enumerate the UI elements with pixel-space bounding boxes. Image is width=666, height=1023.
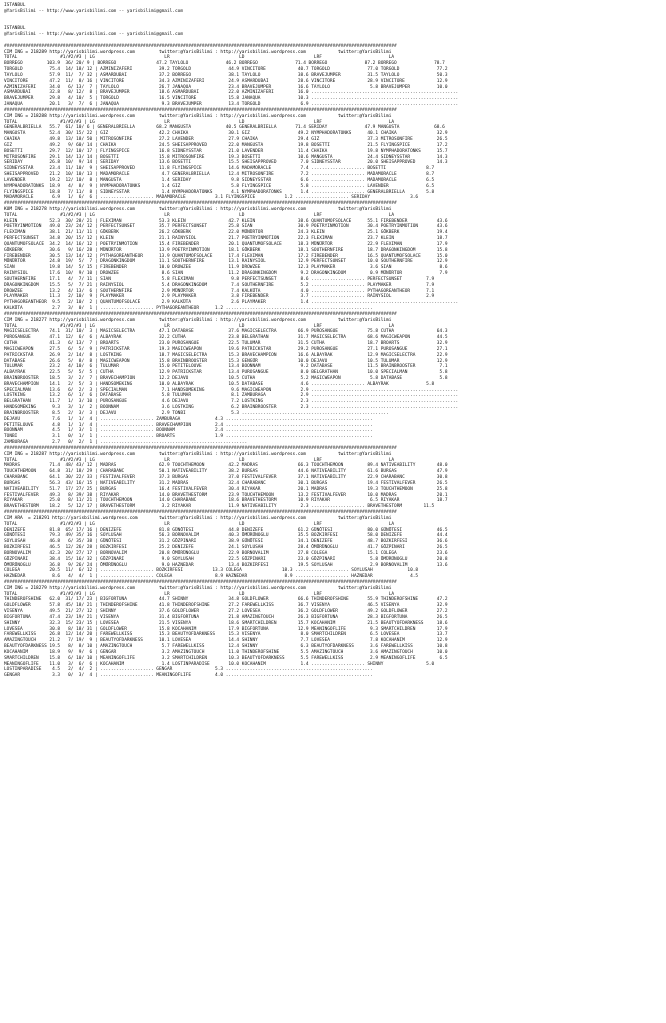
table-row: LOVESEA 30.8 8/ 18/ 31 | GOLDFLOWER 15.8 KOCAHANIM 17.9 BIGFORTUNA 12.9 MEANINGOFLIFE 9.3 SMARTCHILDREN 17.9 xyxy=(4,626,448,632)
table-row: PUROSANGUE 47.1 12/ 6/ 6 | ALBAYRAK 32.2 CUTHA 23.8 BELGRATHAN 31.7 MAGICSELECTRA 68.6 MAGICWEAPON 44.5 xyxy=(4,335,448,341)
table-row: CHAIKA 49.8 13/ 18/ 50 | MITROSONFIRE 27.2 LAVENDER 27.9 CHAIKA 29.4 GIZ 37.3 MITROSONFIRE 26.5 xyxy=(4,137,448,143)
table-row: VISENYA 49.5 21/ 27/ 12 | SHINNY 37.6 GOLDFLOWER 27.2 LOVESEA 36.2 GOLDFLOWER 49.2 GOLDFLOWER 27.2 xyxy=(4,609,448,615)
table-row: PATRICKSTAR 26.9 2/ 14/ 8 | LOSTKING 18.7 MAGICSELECTRA 15.3 BRAVECHAMPION 16.6 ALBAYRAK 12.9 MAGICSELECTRA 22.9 xyxy=(4,352,448,358)
table-row: SOYLUSAH 46.8 6/ 35/ 38 | GÜNÖTESI 31.2 GÖZPINARI 38.9 GÜNÖTESI 34.1 DENIZEFE 48.7 BOZKIRFESI 36.6 xyxy=(4,539,448,545)
table-row: KALKÜTA 2.7 3/ 0/ 1 | .................... PYTHAGOREANTHEOR 1.2 ....................................................... xyxy=(4,306,373,312)
table-row: BRAVEJUMPER 29.8 4/ 10/ 5 | TORGOLD 16.5 VINCITORE 15.8 JANAQUA 10.3 ....................................................... xyxy=(4,96,459,102)
table-row: MANGUSTA 52.4 30/ 15/ 22 | GIZ 42.2 CHAIKA 30.1 GIZ 49.2 NYMPHADORATONKS 40.1 CHAIKA 32.9 xyxy=(4,131,448,137)
table-row: PYTHAGOREANTHEOR 9.5 2/ 10/ 2 | QUANTUMOFSOLACE 2.9 KALKÜTA 2.6 PLAYMAKER 1.4 ....................................................... xyxy=(4,300,459,306)
table-row: KOCAHANIM 18.9 9/ 9/ 6 | GENGAR 3.2 AMAZINGTOUCH 11.0 THINDEROFSHINE 5.5 AMAZINGTOUCH 3.6 AMAZINGTOUCH 10.0 xyxy=(4,649,448,655)
table-row: MITROSONFIRE 29.1 14/ 13/ 14 | BOSETTI 15.8 MITROSONFIRE 19.3 BOSETTI 10.6 MANGUSTA 24.4 SIDNEYSSTAR 14.3 xyxy=(4,154,448,160)
table-row: MAGICSELECTRA 74.1 31/ 10/ 3 | MAGICSELECTRA 47.1 DATABASE 37.6 MAGICSELECTRA 66.9 PUROSANGUE 75.8 CUTHA 64.3 xyxy=(4,329,448,335)
table-row: FLYINGSPICE 18.8 7/ 11/ 8 | SIDNEYSSTAR 1.4 NYMPHADORATONKS 4.1 NYMPHADORATONKS 1.4 .................... GENERALBRIELLA 5.8 xyxy=(4,189,435,195)
table-row: BURGAS 56.3 43/ 16/ 15 | NATIVEABILITY 31.2 MADRAS 32.4 CHARABANC 30.1 BURGAS 19.4 FESTIVALFEVER 26.5 xyxy=(4,480,448,486)
section-separator: ################################################################################################################################################### xyxy=(4,107,397,113)
table-row: VINCITORE 47.2 11/ 8/ 16 | VINCITORE 34.3 AZMINIZAFERI 24.9 ASMARDUBAI 28.6 VINCITORE 28.9 VINCITORE 12.9 xyxy=(4,78,448,84)
column-headers: TOTAL #1/#2/#3 | LG LR LD LRF LA xyxy=(4,457,395,463)
table-row: BRAINBROOSTER 8.5 2/ 3/ 3 | DEJAVU 2.9 TONBI 5.3 ....................................................... xyxy=(4,410,389,416)
race-header: CIM ING = 218279 http://yarisbilimi.wordpress.com twitter:@YarisBilimi : http://yarisbilimi.wordpress.com twitter:@YarisBilimi xyxy=(4,585,392,591)
table-row: MAGICWEAPON 27.5 6/ 5/ 9 | PATRICKSTAR 19.3 MAGICWEAPON 19.6 PATRICKSTAR 29.2 PUROSANGUE 27.1 PUROSANGUE 27.1 xyxy=(4,346,448,352)
table-row: BOZKIRFESI 46.5 12/ 26/ 28 | BOZKIRFESI 25.2 DENIZEFE 24.1 SOYLUSAH 28.4 ÖMÜRÜNOGLU 41.7 GÖZPINARI 26.5 xyxy=(4,545,448,551)
table-row: MÜNÜRTOR 24.8 19/ 5/ 7 | DRAGONKINGDOM 11.1 SOUTHERNFIRE 13.1 RAINYSIOL 12.9 PERFECTSUNSET 10.0 SOUTHERNFIRE 12.9 xyxy=(4,259,448,265)
table-row: MEANINGOFLIFE 11.0 3/ 6/ 6 | KOCAHANIM 1.4 LOSTINPARADISE 10.0 KOCAHANIM 1.4 .................... SHINNY 5.0 xyxy=(4,661,435,667)
table-row: BORREGO 103.9 36/ 20/ 9 | BORREGO 47.2 TAYLOLO 46.2 BORREGO 71.4 BORREGO 87.2 BORREGO 78.7 xyxy=(4,61,445,67)
race-header: CIM ING = 218287 http://yarisbilimi.wordpress.com twitter:@YarisBilimi : http://yarisbilimi.wordpress.com twitter:@YarisBilimi xyxy=(4,451,392,457)
table-row: DENIZEFE 81.8 65/ 17/ 16 | DENIZEFE 81.8 GÜNÖTESI 44.8 DENIZEFE 61.2 GÜNÖTESI 80.0 GÜNÖTESI 46.5 xyxy=(4,527,448,533)
column-headers: TOTAL #1/#2/#3 | LG LR LD LRF LA xyxy=(4,119,395,125)
table-row: SHEISAPPROVED 21.2 10/ 10/ 13 | MADAMORACLE 4.7 GENERALBRIELLA 12.4 MITROSONFIRE 7.2 .................... MADAMORACLE 8.7 xyxy=(4,172,435,178)
table-row: LOSTKING 13.2 6/ 1/ 6 | DATABASE 5.8 TULUMAR 8.1 ZAMBURAGA 2.9 ....................................................... xyxy=(4,393,459,399)
document-city: ISTANBUL xyxy=(4,3,26,8)
table-row: AZMINIZAFERI 34.0 6/ 13/ 7 | TAYLOLO 26.7 JANAQUA 23.4 BRAVEJUMPER 16.6 TAYLOLO 5.8 BRAVEJUMPER 10.0 xyxy=(4,84,448,90)
table-row: DRAGONKINGDOM 15.5 5/ 7/ 21 | RAINYSIOL 5.4 DRAGONKINGDOM 7.4 SOUTHERNFIRE 5.2 .................... PLAYMAKER 7.9 xyxy=(4,282,435,288)
document-credit: @YarisBilimi -- http://www.yarisbilimi.com -- yarisbilimi@gmail.com xyxy=(4,8,183,14)
table-row: CHARABANC 64.1 30/ 22/ 33 | FESTIVALFEVER 37.3 BURGAS 37.0 FESTIVALFEVER 37.1 NATIVEABILITY 22.9 CHARABANC 30.8 xyxy=(4,475,448,481)
table-row: GIZ 49.2 9/ 60/ 14 | CHAIKA 24.5 SHEISAPPROVED 22.0 MANGUSTA 19.8 BOSETTI 21.5 FLYINGSPICE 17.2 xyxy=(4,142,448,148)
table-row: SERIDAY 26.8 10/ 9/ 14 | SERIDAY 13.6 BOSETTI 15.5 SHEISAPPROVED 7.0 SIDNEYSSTAR 20.0 SHEISAPPROVED 14.3 xyxy=(4,160,448,166)
table-row: BELGRATHAN 11.7 1/ 3/ 10 | PUROSANGUE 4.6 DEJAVU 7.2 LOSTKING 2.3 ....................................................... xyxy=(4,399,459,405)
column-headers: TOTAL #1/#2/#3 | LG LR LD LRF LA xyxy=(4,591,395,597)
table-row: QUANTUMOFSOLACE 34.2 14/ 16/ 12 | POETRYINMOTION 15.4 FIREBENDER 20.1 QUANTUMOFSOLACE 18.3 MÜNÜRTOR 22.9 FLEXIMAN 17.9 xyxy=(4,241,448,247)
table-row: BOONNAM 4.5 1/ 3/ 1 | .................... BOONNAM 2.4 ....................................................... xyxy=(4,428,373,434)
table-row: LOSTINPARADISE 4.5 2/ 4/ 2 | .................... GENGAR 5.3 ....................................................... xyxy=(4,667,373,673)
race-header: CIM ING = 218289 http://yarisbilimi.wordpress.com twitter:@YarisBilimi : http://yarisbilimi.wordpress.com twitter:@YarisBilimi xyxy=(4,49,392,55)
table-row: GOLDFLOWER 57.8 45/ 18/ 21 | THINDEROFSHINE 41.8 THINDEROFSHINE 27.2 FAREWELLKISS 36.7 VISENYA 46.5 VISENYA 32.9 xyxy=(4,603,448,609)
table-row: BORNOVALIM 42.3 20/ 27/ 17 | BORNOVALIM 20.8 ÖMÜRÜNOGLU 22.9 BORNOVALIM 27.8 COLEGA 15.1 COLEGA 23.6 xyxy=(4,550,448,556)
table-row: SMARTCHILDREN 15.8 6/ 10/ 10 | MEANINGOFLIFE 3.2 SMARTCHILDREN 10.3 BEAUTYOFDARKNESS 5.5 FAREWELLKISS 2.9 MEANINGOFLIFE 6.5 xyxy=(4,655,448,661)
column-headers: TOTAL #1/#2/#3 | LG LR LD LRF LA xyxy=(4,212,395,218)
table-row: POETRYINMOTION 49.0 23/ 24/ 12 | PERFECTSUNSET 35.7 PERFECTSUNSET 25.8 SIAN 30.9 POETRYINMOTION 30.4 POETRYINMOTION 43.6 xyxy=(4,224,448,230)
table-row: NATIVEABILITY 51.7 17/ 27/ 25 | BURGAS 16.4 FESTIVALFEVER 30.4 RIYAKAR 20.1 MADRAS 19.3 TOUCHTHEMOON 25.8 xyxy=(4,486,448,492)
table-row: PETITELOUVE 4.8 1/ 1/ 4 | .................... BRAVECHAMPION 2.4 ....................................................... xyxy=(4,422,373,428)
table-row: MADRAS 71.4 48/ 43/ 12 | MADRAS 62.9 TOUCHTHEMOON 42.2 MADRAS 66.3 TOUCHTHEMOON 89.4 NATIVEABILITY 48.0 xyxy=(4,463,448,469)
table-row: SOUTHERNFIRE 17.1 4/ 7/ 11 | SIAN 5.8 FLEXIMAN 9.8 PERFECTSUNSET 8.6 .................... PERFECTSUNSET 7.9 xyxy=(4,276,435,282)
table-row: HANDSOMEKING 9.3 3/ 1/ 2 | BOONNAM 3.6 LOSTKING 6.2 BRAINBROOSTER 2.3 ....................................................... xyxy=(4,405,459,411)
table-row: TONBI 3.1 0/ 1/ 1 | .................... BROARTS 1.9 ....................................................... xyxy=(4,434,373,440)
table-row: BRAVECHAMPION 14.1 2/ 5/ 3 | HANDSOMEKING 10.0 ALBAYRAK 10.5 DATABASE 4.6 .................... ALBAYRAK 5.8 xyxy=(4,381,435,387)
table-row: TAYLOLO 57.9 11/ 7/ 32 | ASMARDUBAI 37.2 BORREGO 38.1 TAYLOLO 38.6 BRAVEJUMPER 31.5 TAYLOLO 50.3 xyxy=(4,72,448,78)
race-header: KUM ING = 218278 http://yarisbilimi.wordpress.com twitter:@YarisBilimi : http://yarisbilimi.wordpress.com twitter:@YarisBilimi xyxy=(4,206,392,212)
table-row: SIAN 19.8 14/ 5/ 15 | FIREBENDER 10.0 DROWZEE 11.9 DROWZEE 12.3 PLAYMAKER 3.6 SIAN 8.6 xyxy=(4,265,448,271)
table-row: SIDNEYSSTAR 23.4 11/ 10/ 9 | SHEISAPPROVED 11.8 FLYINGSPICE 14.6 MADAMORACLE 7.4 .................... BOSETTI 8.7 xyxy=(4,166,435,172)
table-row: SHINNY 32.3 15/ 23/ 15 | LOVESEA 21.5 VISENYA 18.6 SMARTCHILDREN 15.7 KOCAHANIM 21.5 BEAUTYOFDARKNESS 18.6 xyxy=(4,620,448,626)
table-row: RAINYSIOL 17.6 10/ 9/ 10 | DROWZEE 8.6 SIAN 11.2 DRAGONKINGDOM 9.2 DRAGONKINGDOM 0.9 MÜNÜRTOR 7.9 xyxy=(4,271,448,277)
table-row: ALBAYRAK 22.5 5/ 5/ 5 | CUTHA 12.9 PATRICKSTAR 13.4 PUROSANGUE 8.0 BELGRATHAN 10.0 SPECIALMAN 5.8 xyxy=(4,370,448,376)
race-header: CIM ING = 218277 http://yarisbilimi.wordpress.com twitter:@YarisBilimi : http://yarisbilimi.wordpress.com twitter:@YarisBilimi xyxy=(4,317,392,323)
table-row: SPECIALMAN 13.6 6/ 2/ 3 | SPECIALMAN 7.1 HANDSOMEKING 9.6 MAGICWEAPON 2.9 ....................................................... xyxy=(4,387,459,393)
section-separator: ################################################################################################################################################### xyxy=(4,445,397,451)
column-headers: TOTAL #1/#2/#3 | LG LR LD LRF LA xyxy=(4,323,395,329)
table-row: GÜNÖTESI 79.3 49/ 35/ 16 | SOYLUSAH 56.3 BORNOVALIM 40.3 ÖMÜRÜNOGLU 35.5 BOZKIRFESI 58.0 DENIZEFE 44.4 xyxy=(4,533,448,539)
table-row: FAREWELLKISS 26.8 12/ 14/ 20 | FAREWELLKISS 15.3 BEAUTYOFDARKNESS 15.3 VISENYA 8.0 SMARTCHILDREN 6.5 LOVESEA 13.7 xyxy=(4,632,448,638)
race-header: CIM ING = 218288 http://yarisbilimi.wordpress.com twitter:@YarisBilimi : http://yarisbilimi.wordpress.com twitter:@YarisBilimi xyxy=(4,113,392,119)
table-row: PLAYMAKER 11.3 2/ 10/ 9 | PLAYMAKER 2.9 PLAYMAKER 3.8 FIREBENDER 3.7 .................... RAINYSIOL 2.9 xyxy=(4,294,435,300)
table-row: GÖZPINARI 38.4 15/ 16/ 32 | GÖZPINARI 9.0 SOYLUSAH 22.5 GÖZPINARI 23.0 GÖZPINARI 5.8 ÖMÜRÜNOGLU 20.8 xyxy=(4,556,448,562)
table-row: FIREBENDER 30.5 13/ 14/ 12 | PYTHAGOREANTHEOR 13.9 QUANTUMOFSOLACE 17.4 FLEXIMAN 17.2 FIREBENDER 16.5 QUANTUMOFSOLACE 15.0 xyxy=(4,253,448,259)
table-row: TOUCHTHEMOON 64.8 31/ 18/ 29 | CHARABANC 50.1 NATIVEABILITY 38.2 BURGAS 44.6 NATIVEABILITY 61.6 BURGAS 47.9 xyxy=(4,469,448,475)
table-row: DEJAVU 7.6 1/ 1/ 4 | .................... ZAMBURAGA 4.3 ....................................................... xyxy=(4,416,373,422)
table-row: NYMPHADORATONKS 18.9 4/ 8/ 9 | NYMPHADORATONKS 1.4 GIZ 5.8 FLYINGSPICE 5.8 .................... LAVENDER 6.5 xyxy=(4,183,435,189)
section-separator: ################################################################################################################################################### xyxy=(4,311,397,317)
race-header: CIM ARA = 218291 http://yarisbilimi.wordpress.com twitter:@YarisBilimi : http://yarisbilimi.wordpress.com twitter:@YarisBilimi xyxy=(4,515,392,521)
section-separator: ################################################################################################################################################### xyxy=(4,43,397,49)
table-row: GÖKBERK 30.6 9/ 16/ 28 | MÜNÜRTOR 13.9 POETRYINMOTION 18.1 GÖKBERK 18.1 SOUTHERNFIRE 18.7 DRAGONKINGDOM 15.8 xyxy=(4,247,448,253)
table-row: GENERALBRIELLA 55.7 61/ 10/ 6 | GENERALBRIELLA 68.2 MANGUSTA 40.5 GENERALBRIELLA 71.4 SERIDAY 47.9 MANGUSTA 68.6 xyxy=(4,125,445,131)
table-row: BIGFORTUNA 47.4 23/ 19/ 21 | VISENYA 31.4 BIGFORTUNA 21.8 AMAZINGTOUCH 26.3 BIGFORTUNA 28.3 BIGFORTUNA 26.5 xyxy=(4,614,448,620)
table-row: TULUMAR 23.2 4/ 10/ 6 | TULUMAR 15.0 PETITELOUVE 13.4 BOONNAM 9.2 DATABASE 11.5 BRAINBROOSTER 7.1 xyxy=(4,364,448,370)
section-separator: ################################################################################################################################################### xyxy=(4,510,397,516)
table-row: PERFECTSUNSET 34.8 20/ 15/ 12 | KLEIN 21.1 RAINYSIOL 21.7 POETRYINMOTION 22.3 FLEXIMAN 23.7 KLEIN 18.7 xyxy=(4,236,448,242)
column-headers: TOTAL #1/#2/#3 | LG LR LD LRF LA xyxy=(4,55,395,61)
table-row: GENGAR 3.3 0/ 3/ 4 | .................... MEANINGOFLIFE 4.0 ....................................................... xyxy=(4,673,373,679)
table-row: FESTIVALFEVER 49.3 8/ 39/ 38 | RIYAKAR 14.0 BRAVETHESTORM 23.9 TOUCHTHEMOON 13.2 FESTIVALFEVER 10.0 MADRAS 20.1 xyxy=(4,492,448,498)
table-row: BRAINBROOSTER 18.5 3/ 2/ 7 | BRAVECHAMPION 12.2 DEJAVU 10.5 CUTHA 5.2 MAGICWEAPON 5.8 DATABASE 5.8 xyxy=(4,376,448,381)
section-separator: ################################################################################################################################################### xyxy=(4,201,397,207)
table-row: JANAQUA 20.1 3/ 7/ 6 | JANAQUA 9.3 BRAVEJUMPER 13.4 TORGOLD 6.9 ....................................................... xyxy=(4,102,459,108)
table-row: DATABASE 26.6 5/ 8/ 8 | MAGICWEAPON 15.8 BRAINBROOSTER 15.3 GENGÜR 10.0 DEJAVU 10.5 TULUMAR 12.9 xyxy=(4,358,448,364)
table-row: RIYAKAR 25.0 8/ 11/ 21 | TOUCHTHEMOON 14.0 CHARABANC 18.6 BRAVETHESTORM 10.9 RIYAKAR 6.5 RIYAKAR 18.7 xyxy=(4,498,448,504)
table-row: BRAVETHESTORM 18.2 5/ 12/ 17 | BRAVETHESTORM 3.2 RIYAKAR 11.9 NATIVEABILITY 2.3 .................... BRAVETHESTORM 11.5 xyxy=(4,504,435,510)
column-headers: TOTAL #1/#2/#3 | LG LR LD LRF LA xyxy=(4,521,395,527)
table-row: MADAMORACLE 6.9 1/ 6/ 6 | .................... MADAMORACLE 3.1 FLYINGSPICE 1.2 .................... SERIDAY 3.6 xyxy=(4,195,419,201)
document-city-repeat: ISTANBUL xyxy=(4,26,26,32)
table-row: HAZNEDAR 8.6 4/ 4/ 1 | .................... COLEGA 8.9 HAZNEDAR 8.9 .................... HAZNEDAR 4.5 xyxy=(4,574,419,580)
table-row: LAVENDER 19.2 12/ 10/ 8 | MANGUSTA 1.4 SERIDAY 9.8 SIDNEYSSTAR 6.6 .................... MADAMORACLE 6.5 xyxy=(4,177,435,183)
table-row: CUTHA 41.3 6/ 13/ 7 | BROARTS 23.0 PUROSANGUE 22.5 TULUMAR 31.5 CUTHA 18.7 BROARTS 32.9 xyxy=(4,341,448,347)
table-row: KLEIN 52.3 30/ 28/ 21 | FLEXIMAN 53.3 KLEIN 42.7 KLEIN 38.6 QUANTUMOFSOLACE 55.1 FIREBENDER 43.6 xyxy=(4,218,448,224)
section-separator: ################################################################################################################################################### xyxy=(4,579,397,585)
table-row: THINDEROFSHINE 62.0 31/ 17/ 23 | BIGFORTUNA 44.7 SHINNY 34.8 GOLDFLOWER 66.6 THINDEROFSHINE 55.9 THINDEROFSHINE 47.2 xyxy=(4,597,448,603)
table-row: BEAUTYOFDARKNESS 19.5 8/ 8/ 10 | AMAZINGTOUCH 5.7 FAREWELLKISS 12.4 SHINNY 6.3 BEAUTYOFDARKNESS 3.6 FAREWELLKISS 10.8 xyxy=(4,644,448,650)
table-row: ASMARDUBAI 32.8 8/ 12/ 8 | BRAVEJUMPER 18.6 ASMARDUBAI 22.0 AZMINIZAFERI 16.0 ....................................................... xyxy=(4,90,459,96)
table-row: FLEXIMAN 38.1 21/ 11/ 11 | GÖKBERK 26.2 GÖKBERK 22.0 MÜNÜRTOR 24.3 KLEIN 25.1 GÖKBERK 19.4 xyxy=(4,230,448,236)
table-row: DROWZEE 13.2 4/ 13/ 6 | SOUTHERNFIRE 2.9 MÜNÜRTOR 7.4 KALKÜTA 4.0 .................... PYTHAGOREANTHEOR 7.1 xyxy=(4,288,435,294)
race-tables xyxy=(4,44,666,679)
table-row: ÖMÜRÜNOGLU 36.8 9/ 26/ 24 | ÖMÜRÜNOGLU 9.0 HAZNEDAR 13.4 BOZKIRFESI 19.5 SOYLUSAH 2.9 BORNOVALIM 13.6 xyxy=(4,562,448,568)
table-row: BOSETTI 29.7 12/ 10/ 17 | FLYINGSPICE 16.8 SIDNEYSSTAR 21.0 LAVENDER 11.4 CHAIKA 19.8 NYMPHADORATONKS 15.7 xyxy=(4,148,448,154)
table-row: TORGOLD 75.4 14/ 18/ 12 | AZMINIZAFERI 39.2 TORGOLD 44.9 VINCITORE 40.7 TORGOLD 77.0 TORGOLD 77.2 xyxy=(4,67,448,73)
document-credit-repeat: @YarisBilimi -- http://www.yarisbilimi.com -- yarisbilimi@gmail.com xyxy=(4,32,183,38)
table-row: COLEGA 20.5 11/ 6/ 12 | .................... BOZKIRFESI 13.3 COLEGA 18.3 .................... SOYLUSAH 10.8 xyxy=(4,568,419,574)
table-row: ZAMBURAGA 2.7 0/ 2/ 1 | ....................................................... xyxy=(4,440,248,446)
table-row: AMAZINGTOUCH 21.2 7/ 19/ 9 | BEAUTYOFDARKNESS 10.1 LOVESEA 14.4 SHINNY 7.7 LOVESEA 7.8 KOCAHANIM 12.9 xyxy=(4,638,448,644)
